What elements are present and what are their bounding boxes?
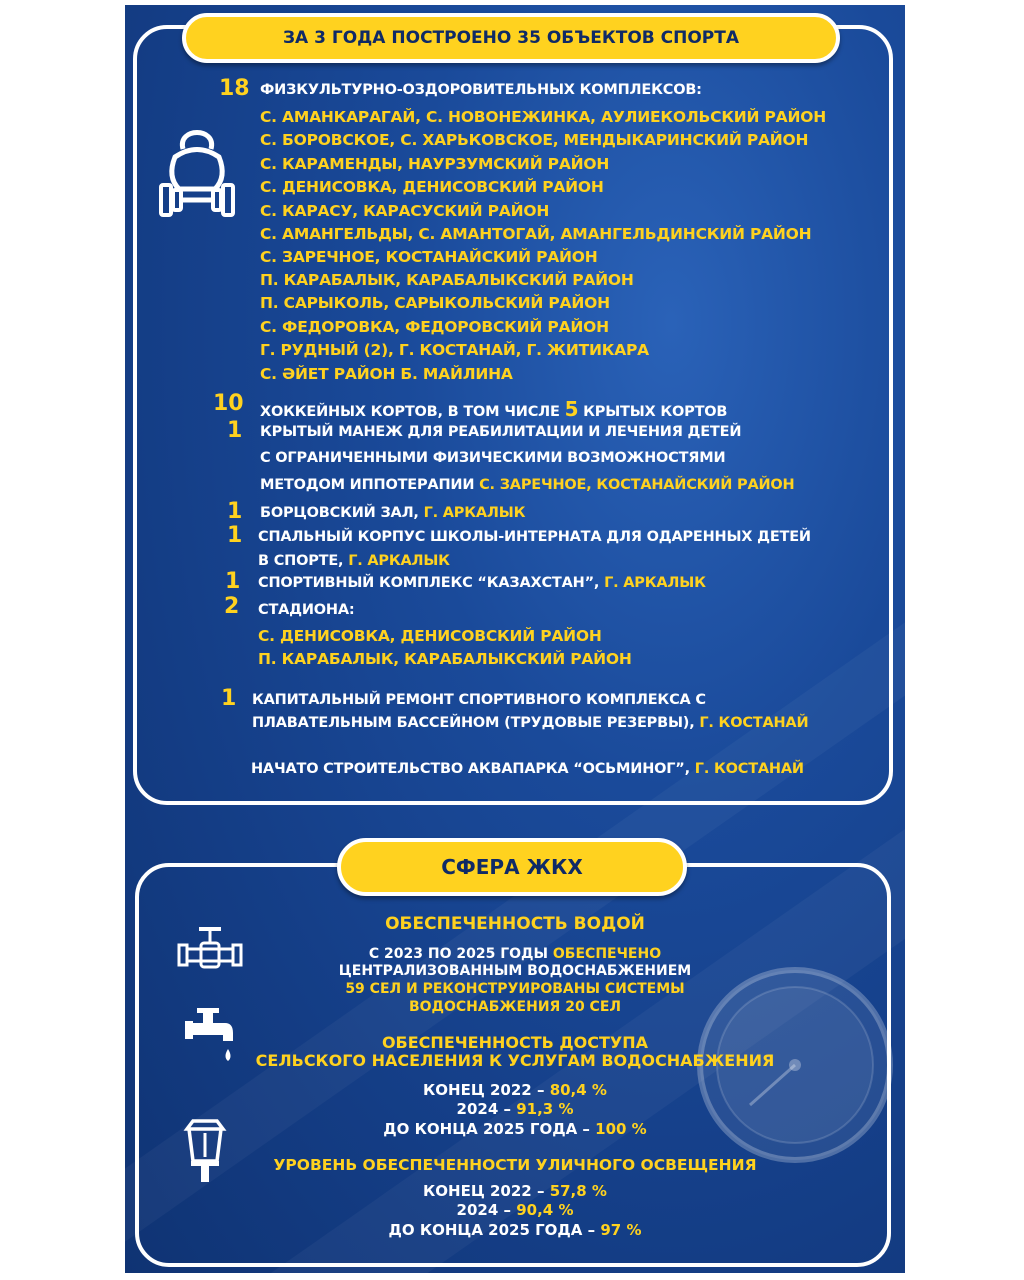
fok-location: С. АМАНГЕЛЬДЫ, С. АМАНТОГАЙ, АМАНГЕЛЬДИНСКИЙ РАЙОН: [260, 225, 812, 243]
water-period: С 2023 ПО 2025 ГОДЫ: [368, 946, 553, 962]
sport-header: [182, 13, 840, 63]
fok-label: ФИЗКУЛЬТУРНО-ОЗДОРОВИТЕЛЬНЫХ КОМПЛЕКСОВ:: [260, 82, 702, 98]
water-line4: ВОДОСНАБЖЕНИЯ 20 СЕЛ: [408, 999, 622, 1015]
hockey-count: 10: [213, 391, 244, 416]
water-line1: [125, 946, 905, 962]
stadiums-count: 2: [224, 594, 240, 619]
infographic-poster: [125, 5, 905, 1273]
arena-line2: С ОГРАНИЧЕННЫМИ ФИЗИЧЕСКИМИ ВОЗМОЖНОСТЯМИ: [260, 450, 726, 466]
arena-line3: [260, 477, 795, 493]
sport-header-text: ЗА 3 ГОДА ПОСТРОЕНО 35 ОБЪЕКТОВ СПОРТА: [282, 28, 740, 48]
water-line3: 59 СЕЛ И РЕКОНСТРУИРОВАНЫ СИСТЕМЫ: [345, 981, 685, 997]
lighting-row-value: 57,8 %: [549, 1182, 607, 1200]
access-row: [125, 1081, 905, 1099]
fok-location: С. ДЕНИСОВКА, ДЕНИСОВСКИЙ РАЙОН: [260, 178, 604, 196]
access-title1: ОБЕСПЕЧЕННОСТЬ ДОСТУПА: [381, 1033, 649, 1052]
hockey-text-a: ХОККЕЙНЫХ КОРТОВ, В ТОМ ЧИСЛЕ: [260, 404, 565, 420]
aquapark-place: Г. КОСТАНАЙ: [694, 761, 804, 777]
complex-place: Г. АРКАЛЫК: [604, 575, 706, 591]
lighting-row: [125, 1201, 905, 1219]
complex-text: [258, 575, 706, 591]
fok-location: П. САРЫКОЛЬ, САРЫКОЛЬСКИЙ РАЙОН: [260, 294, 610, 312]
lighting-row-label: ДО КОНЦА 2025 ГОДА –: [388, 1221, 601, 1239]
fok-count: 18: [219, 76, 250, 101]
lighting-row-label: КОНЕЦ 2022 –: [423, 1182, 550, 1200]
arena-method: МЕТОДОМ ИППОТЕРАПИИ: [260, 477, 480, 493]
arena-place: С. ЗАРЕЧНОЕ, КОСТАНАЙСКИЙ РАЙОН: [479, 477, 795, 493]
fok-location: С. АМАНКАРАГАЙ, С. НОВОНЕЖИНКА, АУЛИЕКОЛЬСКИЙ РАЙОН: [260, 108, 827, 126]
arena-line1: КРЫТЫЙ МАНЕЖ ДЛЯ РЕАБИЛИТАЦИИ И ЛЕЧЕНИЯ ДЕТЕЙ: [260, 424, 742, 440]
access-row-value: 100 %: [595, 1120, 647, 1138]
access-row: [125, 1120, 905, 1138]
stadiums-label: СТАДИОНА:: [258, 602, 355, 618]
fok-location: П. КАРАБАЛЫК, КАРАБАЛЫКСКИЙ РАЙОН: [260, 271, 634, 289]
lighting-row: [125, 1182, 905, 1200]
access-row-label: КОНЕЦ 2022 –: [423, 1081, 550, 1099]
housing-header-text: СФЕРА ЖКХ: [441, 855, 583, 879]
repair-text: ПЛАВАТЕЛЬНЫМ БАССЕЙНОМ (ТРУДОВЫЕ РЕЗЕРВЫ),: [252, 715, 700, 731]
lighting-title: УРОВЕНЬ ОБЕСПЕЧЕННОСТИ УЛИЧНОГО ОСВЕЩЕНИЯ: [273, 1156, 757, 1174]
fok-location: Г. РУДНЫЙ (2), Г. КОСТАНАЙ, Г. ЖИТИКАРА: [260, 341, 649, 359]
complex-label: СПОРТИВНЫЙ КОМПЛЕКС “КАЗАХСТАН”,: [258, 575, 605, 591]
lighting-row-value: 90,4 %: [516, 1201, 574, 1219]
dormitory-line2: [258, 553, 450, 569]
fok-location: С. БОРОВСКОЕ, С. ХАРЬКОВСКОЕ, МЕНДЫКАРИНСКИЙ РАЙОН: [260, 131, 809, 149]
lighting-row-label: 2024 –: [456, 1201, 517, 1219]
repair-line1: КАПИТАЛЬНЫЙ РЕМОНТ СПОРТИВНОГО КОМПЛЕКСА С: [252, 692, 706, 708]
wrestling-place: Г. АРКАЛЫК: [423, 505, 526, 521]
aquapark-label: НАЧАТО СТРОИТЕЛЬСТВО АКВАПАРКА “ОСЬМИНОГ”,: [251, 761, 695, 777]
repair-place: Г. КОСТАНАЙ: [699, 715, 809, 731]
repair-count: 1: [221, 686, 237, 711]
fok-location: С. КАРАСУ, КАРАСУСКИЙ РАЙОН: [260, 202, 550, 220]
kettlebell-icon: [155, 117, 245, 217]
access-row-value: 91,3 %: [516, 1100, 574, 1118]
hockey-text-b: КРЫТЫХ КОРТОВ: [578, 404, 728, 420]
fok-location: С. ЗАРЕЧНОЕ, КОСТАНАЙСКИЙ РАЙОН: [260, 248, 598, 266]
dormitory-text: В СПОРТЕ,: [258, 553, 349, 569]
lighting-row: [125, 1221, 905, 1239]
stadium-location: П. КАРАБАЛЫК, КАРАБАЛЫКСКИЙ РАЙОН: [258, 650, 632, 668]
hockey-covered-count: 5: [564, 397, 579, 421]
water-title: ОБЕСПЕЧЕННОСТЬ ВОДОЙ: [385, 914, 645, 934]
dormitory-place: Г. АРКАЛЫК: [348, 553, 450, 569]
repair-line2: [252, 715, 808, 731]
complex-count: 1: [225, 569, 241, 594]
water-line2: ЦЕНТРАЛИЗОВАННЫМ ВОДОСНАБЖЕНИЕМ: [338, 963, 692, 979]
fok-location: С. ӘЙЕТ РАЙОН Б. МАЙЛИНА: [260, 365, 513, 383]
dormitory-line1: СПАЛЬНЫЙ КОРПУС ШКОЛЫ-ИНТЕРНАТА ДЛЯ ОДАРЕННЫХ ДЕТЕЙ: [258, 529, 811, 545]
hockey-text: [260, 397, 727, 421]
dormitory-count: 1: [227, 523, 243, 548]
wrestling-label: БОРЦОВСКИЙ ЗАЛ,: [260, 505, 424, 521]
lighting-row-value: 97 %: [600, 1221, 642, 1239]
aquapark-text: [251, 761, 804, 777]
access-row: [125, 1100, 905, 1118]
fok-location: С. КАРАМЕНДЫ, НАУРЗУМСКИЙ РАЙОН: [260, 155, 610, 173]
access-title2: СЕЛЬСКОГО НАСЕЛЕНИЯ К УСЛУГАМ ВОДОСНАБЖЕНИЯ: [255, 1051, 775, 1070]
wrestling-text: [260, 505, 525, 521]
fok-location: С. ФЕДОРОВКА, ФЕДОРОВСКИЙ РАЙОН: [260, 318, 609, 336]
housing-header: [337, 838, 687, 896]
wrestling-count: 1: [227, 499, 243, 524]
arena-count: 1: [227, 418, 243, 443]
stadium-location: С. ДЕНИСОВКА, ДЕНИСОВСКИЙ РАЙОН: [258, 627, 602, 645]
access-row-value: 80,4 %: [549, 1081, 607, 1099]
access-row-label: ДО КОНЦА 2025 ГОДА –: [383, 1120, 596, 1138]
access-row-label: 2024 –: [456, 1100, 517, 1118]
water-provided: ОБЕСПЕЧЕНО: [552, 946, 662, 962]
